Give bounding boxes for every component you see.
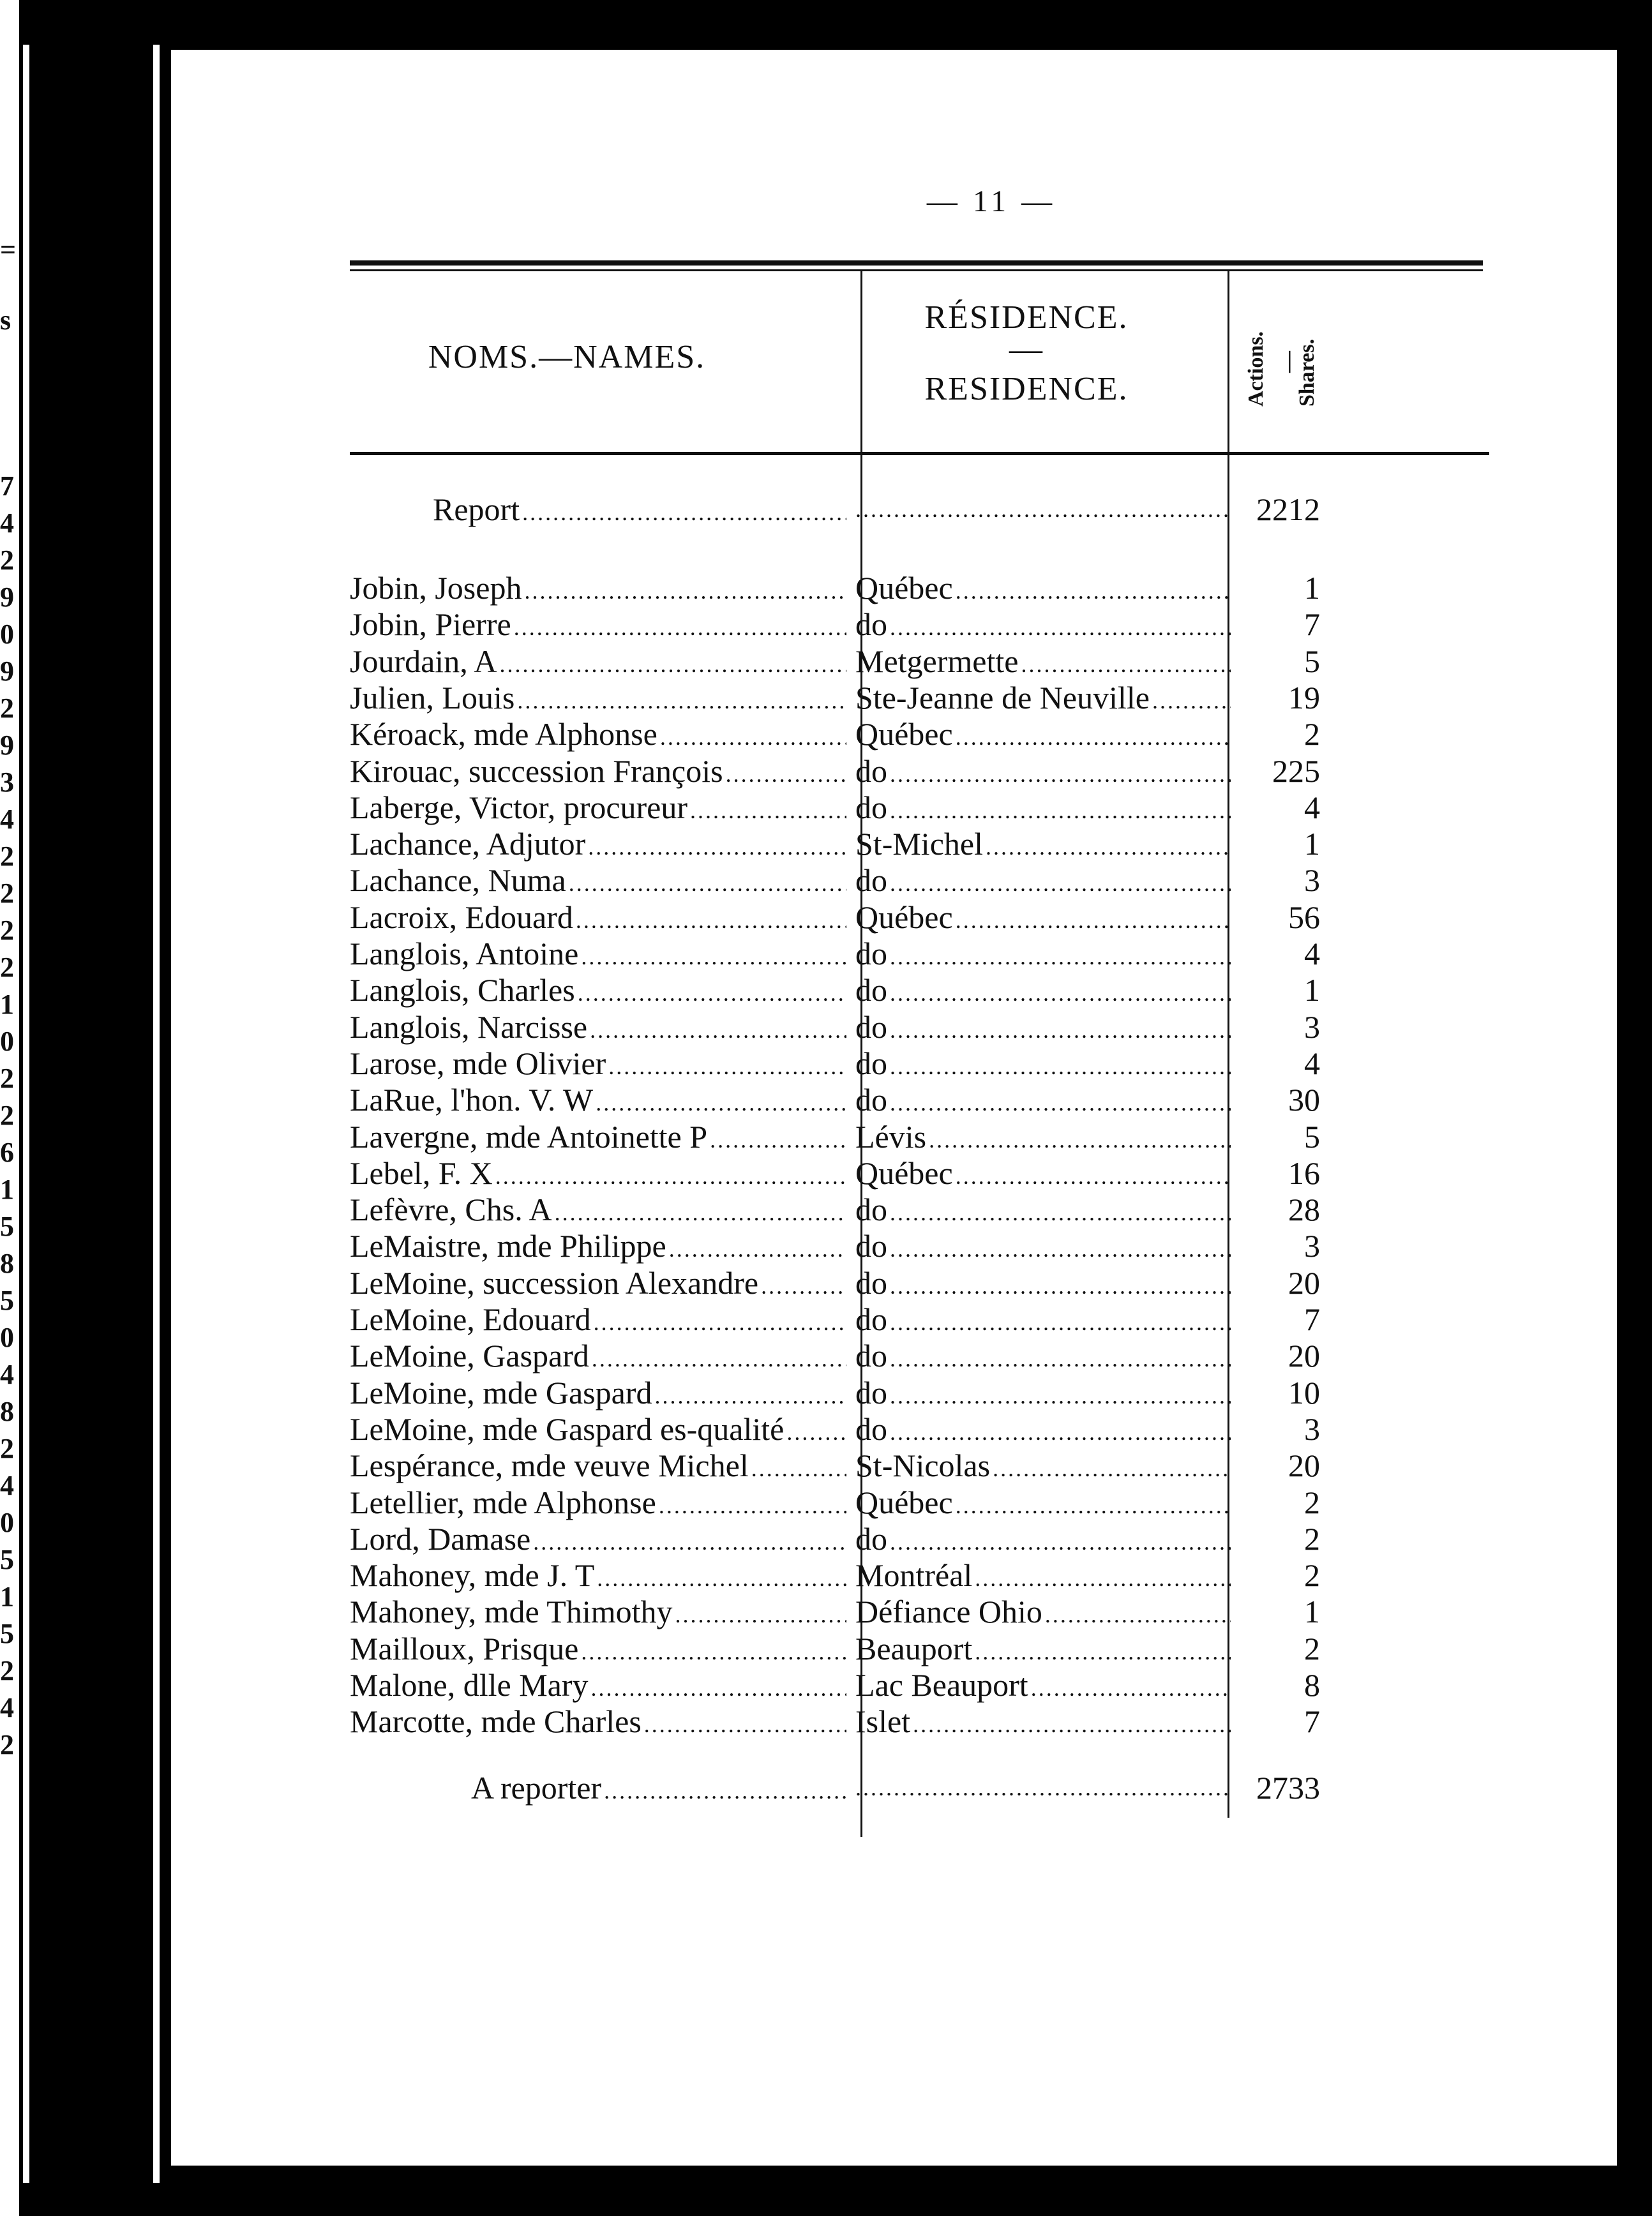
- shareholder-name: Laberge, Victor, procureur: [350, 789, 688, 825]
- share-count: 225: [1272, 752, 1320, 789]
- leader-dots: [495, 1158, 846, 1195]
- table-row: [350, 1594, 1652, 1630]
- leader-dots: [890, 793, 1231, 829]
- share-count: 3: [1304, 1228, 1320, 1264]
- margin-digit: 5: [0, 1544, 14, 1575]
- margin-digit: 0: [0, 1026, 14, 1057]
- leader-dots: [890, 1378, 1231, 1414]
- margin-digit: 2: [0, 1433, 14, 1464]
- leader-dots: [594, 1305, 846, 1341]
- residence: Québec: [855, 570, 953, 606]
- table-row: [350, 826, 1652, 862]
- leader-dots: [890, 1341, 1231, 1377]
- margin-digit: 9: [0, 581, 14, 613]
- residence: do: [855, 789, 887, 825]
- table-row: [350, 1375, 1652, 1411]
- residence: do: [855, 972, 887, 1008]
- shareholder-name: Kirouac, succession François: [350, 752, 723, 789]
- margin-digit: 1: [0, 1581, 14, 1612]
- table-row: [350, 1119, 1652, 1155]
- share-count: 1: [1304, 972, 1320, 1008]
- table-row: [350, 1485, 1652, 1521]
- leader-dots: [929, 1122, 1231, 1158]
- leader-dots: [890, 975, 1231, 1012]
- table-row: [350, 936, 1652, 972]
- page-edge-line: [153, 45, 160, 2183]
- margin-digit: 4: [0, 1692, 14, 1723]
- table-row: [350, 1338, 1652, 1374]
- leader-dots: [1021, 647, 1231, 683]
- leader-dots: [751, 1451, 846, 1487]
- share-count: 3: [1304, 1008, 1320, 1045]
- leader-dots: [604, 1773, 846, 1809]
- margin-digit: 5: [0, 1285, 14, 1316]
- leader-dots: [597, 1561, 846, 1597]
- margin-digit: 2: [0, 1655, 14, 1686]
- share-count: 7: [1304, 1301, 1320, 1337]
- shareholder-name: LeMoine, Gaspard: [350, 1338, 589, 1374]
- margin-digit: 5: [0, 1618, 14, 1649]
- residence-header-dash: —: [1009, 331, 1044, 368]
- residence: Lévis: [855, 1118, 927, 1155]
- share-count: 1: [1304, 570, 1320, 606]
- leader-dots: [890, 1195, 1231, 1231]
- table-row: [350, 1667, 1652, 1703]
- leader-dots: [890, 1012, 1231, 1049]
- leader-dots: [1152, 683, 1231, 719]
- residence: do: [855, 1045, 887, 1081]
- share-count: 2: [1304, 1557, 1320, 1594]
- shareholder-name: Lachance, Numa: [350, 862, 566, 899]
- leader-dots: [890, 610, 1231, 646]
- share-count: 56: [1288, 899, 1320, 935]
- margin-digit: 5: [0, 1211, 14, 1242]
- share-count: 2: [1304, 1484, 1320, 1520]
- leader-dots: [913, 1707, 1231, 1743]
- share-count: 20: [1288, 1338, 1320, 1374]
- share-count: 7: [1304, 606, 1320, 643]
- table-row: [350, 1411, 1652, 1448]
- leader-dots: [890, 1049, 1231, 1085]
- shareholder-name: LaRue, l'hon. V. W: [350, 1082, 594, 1118]
- leader-dots: [522, 495, 846, 531]
- margin-digit: 2: [0, 1729, 14, 1760]
- table-row: [350, 1301, 1652, 1338]
- shares-header: Shares.: [1295, 338, 1319, 407]
- share-count: 1: [1304, 1594, 1320, 1630]
- margin-digit: 4: [0, 1359, 14, 1390]
- margin-digit: 2: [0, 952, 14, 983]
- carry-forward-label: A reporter: [471, 1770, 602, 1806]
- share-count: 19: [1288, 679, 1320, 715]
- leader-dots: [690, 793, 846, 829]
- table-row: [350, 1448, 1652, 1484]
- leader-dots: [890, 865, 1231, 902]
- table-row: [350, 716, 1652, 752]
- shareholder-name: Mahoney, mde Thimothy: [350, 1594, 673, 1630]
- table-row: [350, 570, 1652, 606]
- margin-digit: 0: [0, 1322, 14, 1353]
- shareholder-name: Jobin, Pierre: [350, 606, 511, 643]
- residence: Montréal: [855, 1557, 973, 1594]
- margin-digit: 4: [0, 1470, 14, 1501]
- residence: Metgermette: [855, 643, 1019, 679]
- leader-dots: [726, 756, 846, 793]
- share-count: 5: [1304, 643, 1320, 679]
- shareholder-name: Langlois, Narcisse: [350, 1008, 588, 1045]
- leader-dots: [581, 939, 846, 975]
- table-row: [350, 1228, 1652, 1264]
- share-count: 3: [1304, 862, 1320, 899]
- share-count: 5: [1304, 1118, 1320, 1155]
- share-count: 4: [1304, 936, 1320, 971]
- shareholder-name: LeMoine, mde Gaspard: [350, 1374, 652, 1411]
- leader-dots: [644, 1707, 846, 1743]
- shareholder-name: Lespérance, mde veuve Michel: [350, 1448, 749, 1484]
- leader-dots: [975, 1561, 1231, 1597]
- residence: do: [855, 1082, 887, 1118]
- residence: St-Nicolas: [855, 1448, 991, 1484]
- leader-dots: [608, 1049, 846, 1085]
- leader-dots: [659, 1488, 846, 1524]
- leader-dots: [890, 939, 1231, 975]
- leader-dots: [1045, 1597, 1231, 1633]
- shareholder-name: Lavergne, mde Antoinette P: [350, 1118, 708, 1155]
- leader-dots: [660, 719, 846, 756]
- margin-digit: 2: [0, 1063, 14, 1094]
- table-row: [350, 972, 1652, 1008]
- carry-forward-row: [350, 1770, 1652, 1806]
- residence: do: [855, 1301, 887, 1337]
- residence: do: [855, 606, 887, 643]
- table-top-rule: [350, 260, 1483, 266]
- leader-dots: [517, 683, 846, 719]
- leader-dots: [890, 1231, 1231, 1268]
- share-count: 10: [1288, 1374, 1320, 1411]
- residence: Beauport: [855, 1630, 973, 1666]
- share-count: 4: [1304, 1045, 1320, 1081]
- share-count: 8: [1304, 1667, 1320, 1703]
- margin-digit: 2: [0, 841, 14, 872]
- page-edge-line: [23, 45, 29, 2183]
- table-row: [350, 1009, 1652, 1045]
- residence: Québec: [855, 716, 953, 752]
- table-row: [350, 753, 1652, 790]
- margin-digit: =: [0, 234, 17, 266]
- residence-header-en: RESIDENCE.: [924, 371, 1129, 407]
- leader-dots: [855, 1770, 1231, 1806]
- report-total: 2212: [1256, 491, 1320, 527]
- header-bottom-rule: [350, 452, 1489, 455]
- margin-digit: 2: [0, 544, 14, 576]
- leader-dots: [576, 902, 846, 939]
- table-row: [350, 1045, 1652, 1082]
- margin-digit: 3: [0, 767, 14, 798]
- residence: do: [855, 1008, 887, 1045]
- margin-digit: 0: [0, 618, 14, 650]
- leader-dots: [669, 1231, 846, 1268]
- share-count: 16: [1288, 1155, 1320, 1191]
- leader-dots: [592, 1341, 846, 1377]
- shareholder-name: Kéroack, mde Alphonse: [350, 716, 657, 752]
- margin-digit: 4: [0, 507, 14, 539]
- margin-digit: 2: [0, 915, 14, 946]
- leader-dots: [581, 1634, 846, 1670]
- share-count: 2: [1304, 1630, 1320, 1666]
- margin-digit: 4: [0, 804, 14, 835]
- shareholder-name: Lacroix, Edouard: [350, 899, 573, 935]
- table-top-rule: [350, 269, 1483, 271]
- shareholder-name: Jobin, Joseph: [350, 570, 522, 606]
- leader-dots: [890, 1524, 1231, 1561]
- leader-dots: [1031, 1670, 1231, 1707]
- leader-dots: [956, 719, 1231, 756]
- table-row: [350, 606, 1652, 643]
- residence-header-fr: RÉSIDENCE.: [924, 299, 1129, 336]
- shareholder-name: Marcotte, mde Charles: [350, 1703, 642, 1740]
- shareholder-name: Langlois, Charles: [350, 972, 575, 1008]
- shareholder-name: Lord, Damase: [350, 1520, 531, 1557]
- margin-digit: s: [0, 304, 11, 336]
- residence: Défiance Ohio: [855, 1594, 1042, 1630]
- table-row: [350, 790, 1652, 826]
- residence: do: [855, 1192, 887, 1228]
- leader-dots: [675, 1597, 847, 1633]
- leader-dots: [654, 1378, 846, 1414]
- share-count: 30: [1288, 1082, 1320, 1118]
- share-count: 7: [1304, 1703, 1320, 1740]
- residence: do: [855, 936, 887, 971]
- shareholder-name: LeMoine, succession Alexandre: [350, 1264, 759, 1301]
- share-count: 4: [1304, 789, 1320, 825]
- margin-digit: 2: [0, 692, 14, 724]
- leader-dots: [500, 647, 846, 683]
- report-label: Report: [433, 491, 520, 527]
- residence: do: [855, 1264, 887, 1301]
- table-row: [350, 1631, 1652, 1667]
- table-row: [350, 862, 1652, 899]
- table-row: [350, 1265, 1652, 1301]
- share-count: 2: [1304, 716, 1320, 752]
- leader-dots: [890, 1414, 1231, 1451]
- margin-digit: 9: [0, 655, 14, 687]
- shareholder-name: LeMoine, mde Gaspard es-qualité: [350, 1411, 785, 1447]
- leader-dots: [956, 573, 1231, 610]
- margin-digit: 2: [0, 878, 14, 909]
- shares-header-dash: —: [1276, 351, 1300, 373]
- table-row: [350, 899, 1652, 936]
- share-count: 20: [1288, 1264, 1320, 1301]
- residence: St-Michel: [855, 826, 983, 862]
- leader-dots: [533, 1524, 846, 1561]
- residence: do: [855, 1338, 887, 1374]
- residence: do: [855, 1374, 887, 1411]
- leader-dots: [975, 1634, 1231, 1670]
- margin-digit: 8: [0, 1396, 14, 1427]
- table-row: [350, 1155, 1652, 1192]
- shareholder-name: Lachance, Adjutor: [350, 826, 586, 862]
- leader-dots: [555, 1195, 846, 1231]
- table-row: [350, 1192, 1652, 1228]
- shareholder-name: Mahoney, mde J. T: [350, 1557, 595, 1594]
- residence: Québec: [855, 1155, 953, 1191]
- leader-dots: [890, 1305, 1231, 1341]
- residence: Ste-Jeanne de Neuville: [855, 679, 1150, 715]
- share-count: 28: [1288, 1192, 1320, 1228]
- residence: Islet: [855, 1703, 911, 1740]
- leader-dots: [578, 975, 846, 1012]
- residence: Québec: [855, 899, 953, 935]
- margin-digit: 1: [0, 989, 14, 1020]
- residence: do: [855, 1228, 887, 1264]
- leader-dots: [890, 756, 1231, 793]
- share-count: 1: [1304, 826, 1320, 862]
- margin-digit: 7: [0, 470, 14, 502]
- document-page: [171, 50, 1617, 2166]
- residence: do: [855, 1411, 887, 1447]
- table-row: [350, 1703, 1652, 1740]
- shareholder-name: Mailloux, Prisque: [350, 1630, 579, 1666]
- shareholder-name: LeMoine, Edouard: [350, 1301, 591, 1337]
- leader-dots: [590, 1012, 846, 1049]
- leader-dots: [761, 1268, 846, 1305]
- page-number: — 11 —: [926, 184, 1056, 218]
- margin-digit: 0: [0, 1507, 14, 1538]
- table-row: [350, 1557, 1652, 1594]
- leader-dots: [596, 1085, 846, 1121]
- shareholder-name: Langlois, Antoine: [350, 936, 579, 971]
- shareholder-name: Lefèvre, Chs. A: [350, 1192, 552, 1228]
- table-row: [350, 680, 1652, 716]
- residence: do: [855, 752, 887, 789]
- shareholder-name: LeMaistre, mde Philippe: [350, 1228, 666, 1264]
- leader-dots: [569, 865, 846, 902]
- table-row: [350, 1082, 1652, 1118]
- share-count: 2: [1304, 1520, 1320, 1557]
- leader-dots: [524, 573, 846, 610]
- shareholder-name: Larose, mde Olivier: [350, 1045, 606, 1081]
- leader-dots: [993, 1451, 1231, 1487]
- leader-dots: [986, 829, 1231, 865]
- leader-dots: [588, 829, 846, 865]
- shareholder-name: Malone, dlle Mary: [350, 1667, 589, 1703]
- margin-digit: 9: [0, 730, 14, 761]
- shareholder-name: Julien, Louis: [350, 679, 515, 715]
- shareholder-name: Jourdain, A: [350, 643, 497, 679]
- names-column-header: NOMS.—NAMES.: [428, 339, 706, 375]
- shareholder-name: Lebel, F. X: [350, 1155, 493, 1191]
- margin-digit: 8: [0, 1248, 14, 1279]
- leader-dots: [956, 1158, 1231, 1195]
- margin-digit: 6: [0, 1137, 14, 1168]
- residence: Lac Beauport: [855, 1667, 1028, 1703]
- leader-dots: [956, 1488, 1231, 1524]
- margin-digit: 2: [0, 1100, 14, 1131]
- residence: do: [855, 1520, 887, 1557]
- margin-digit: 1: [0, 1174, 14, 1205]
- table-row: [350, 643, 1652, 680]
- shareholder-name: Letellier, mde Alphonse: [350, 1484, 656, 1520]
- leader-dots: [890, 1085, 1231, 1121]
- leader-dots: [855, 491, 1231, 528]
- share-count: 3: [1304, 1411, 1320, 1447]
- leader-dots: [786, 1414, 846, 1451]
- leader-dots: [710, 1122, 846, 1158]
- leader-dots: [591, 1670, 846, 1707]
- residence: Québec: [855, 1484, 953, 1520]
- residence: do: [855, 862, 887, 899]
- carry-forward-total: 2733: [1256, 1770, 1320, 1806]
- leader-dots: [956, 902, 1231, 939]
- leader-dots: [514, 610, 846, 646]
- table-row: [350, 1521, 1652, 1557]
- share-count: 20: [1288, 1448, 1320, 1484]
- report-row: [350, 491, 1652, 528]
- actions-header: Actions.: [1244, 331, 1268, 407]
- leader-dots: [890, 1268, 1231, 1305]
